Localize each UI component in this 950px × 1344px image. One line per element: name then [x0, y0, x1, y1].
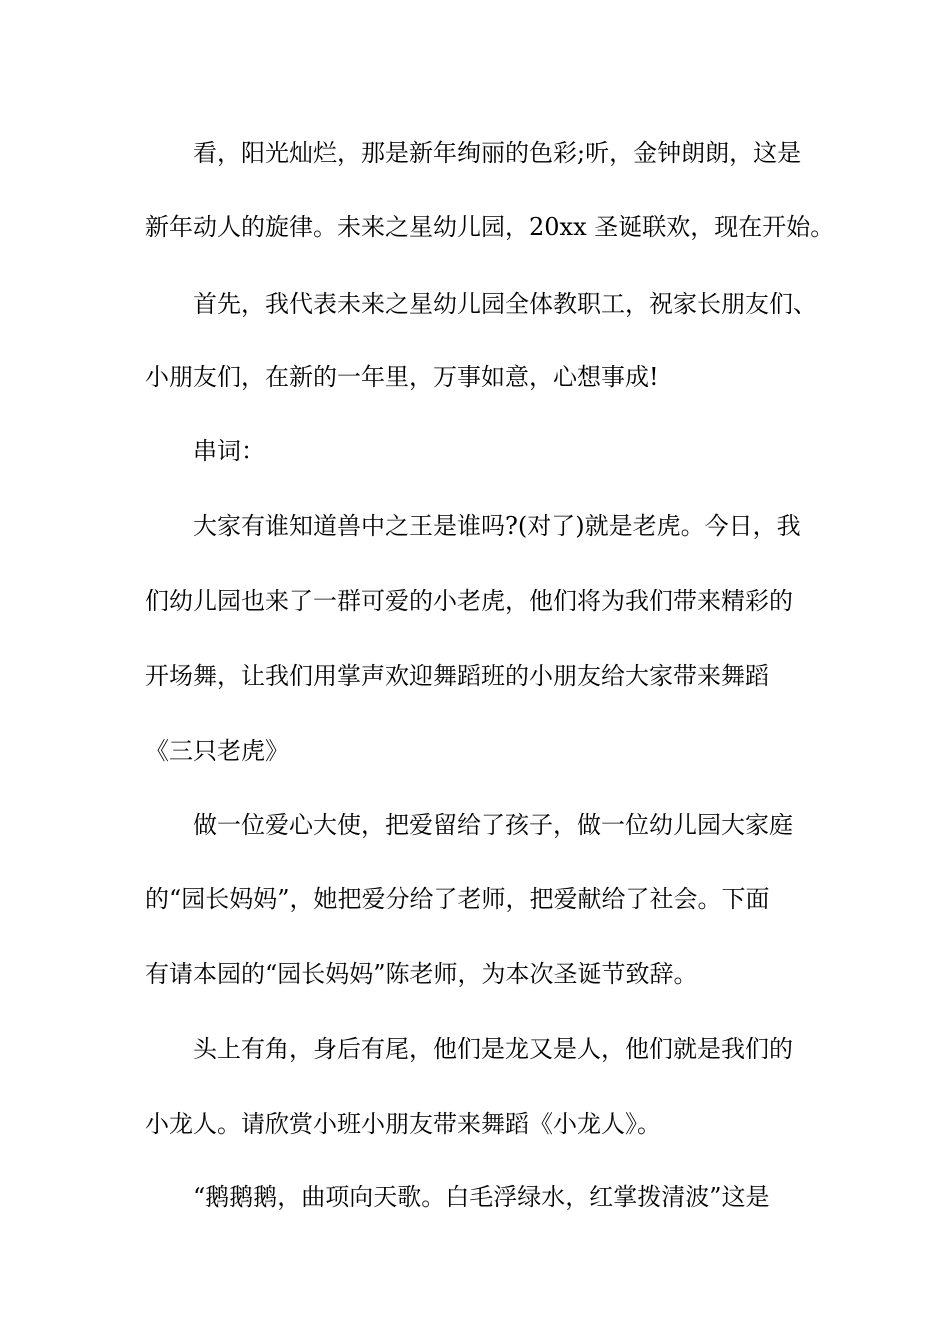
text-line: 大家有谁知道兽中之王是谁吗?(对了)就是老虎。今日，我 — [145, 512, 801, 540]
text-line: 《三只老虎》 — [145, 737, 289, 765]
text-line: 串词： — [145, 437, 265, 465]
text-line: 首先，我代表未来之星幼儿园全体教职工，祝家长朋友们、 — [145, 290, 817, 318]
text-line: “鹅鹅鹅，曲项向天歌。白毛浮绿水，红掌拨清波”这是 — [145, 1183, 770, 1211]
text-line: 开场舞，让我们用掌声欢迎舞蹈班的小朋友给大家带来舞蹈 — [145, 662, 769, 690]
text-line: 们幼儿园也来了一群可爱的小老虎，他们将为我们带来精彩的 — [145, 587, 793, 615]
text-line: 小龙人。请欣赏小班小朋友带来舞蹈《小龙人》。 — [145, 1110, 661, 1138]
text-line: 看，阳光灿烂，那是新年绚丽的色彩;听，金钟朗朗，这是 — [145, 139, 802, 167]
text-line: 的“园长妈妈”，她把爱分给了老师，把爱献给了社会。下面 — [145, 885, 770, 913]
text-line: 有请本园的“园长妈妈”陈老师，为本次圣诞节致辞。 — [145, 960, 698, 988]
text-line: 做一位爱心大使，把爱留给了孩子，做一位幼儿园大家庭 — [145, 811, 793, 839]
text-line: 头上有角，身后有尾，他们是龙又是人，他们就是我们的 — [145, 1035, 793, 1063]
text-line: 小朋友们，在新的一年里，万事如意，心想事成! — [145, 363, 659, 391]
text-line: 新年动人的旋律。未来之星幼儿园，20xx 圣诞联欢，现在开始。 — [145, 213, 835, 241]
